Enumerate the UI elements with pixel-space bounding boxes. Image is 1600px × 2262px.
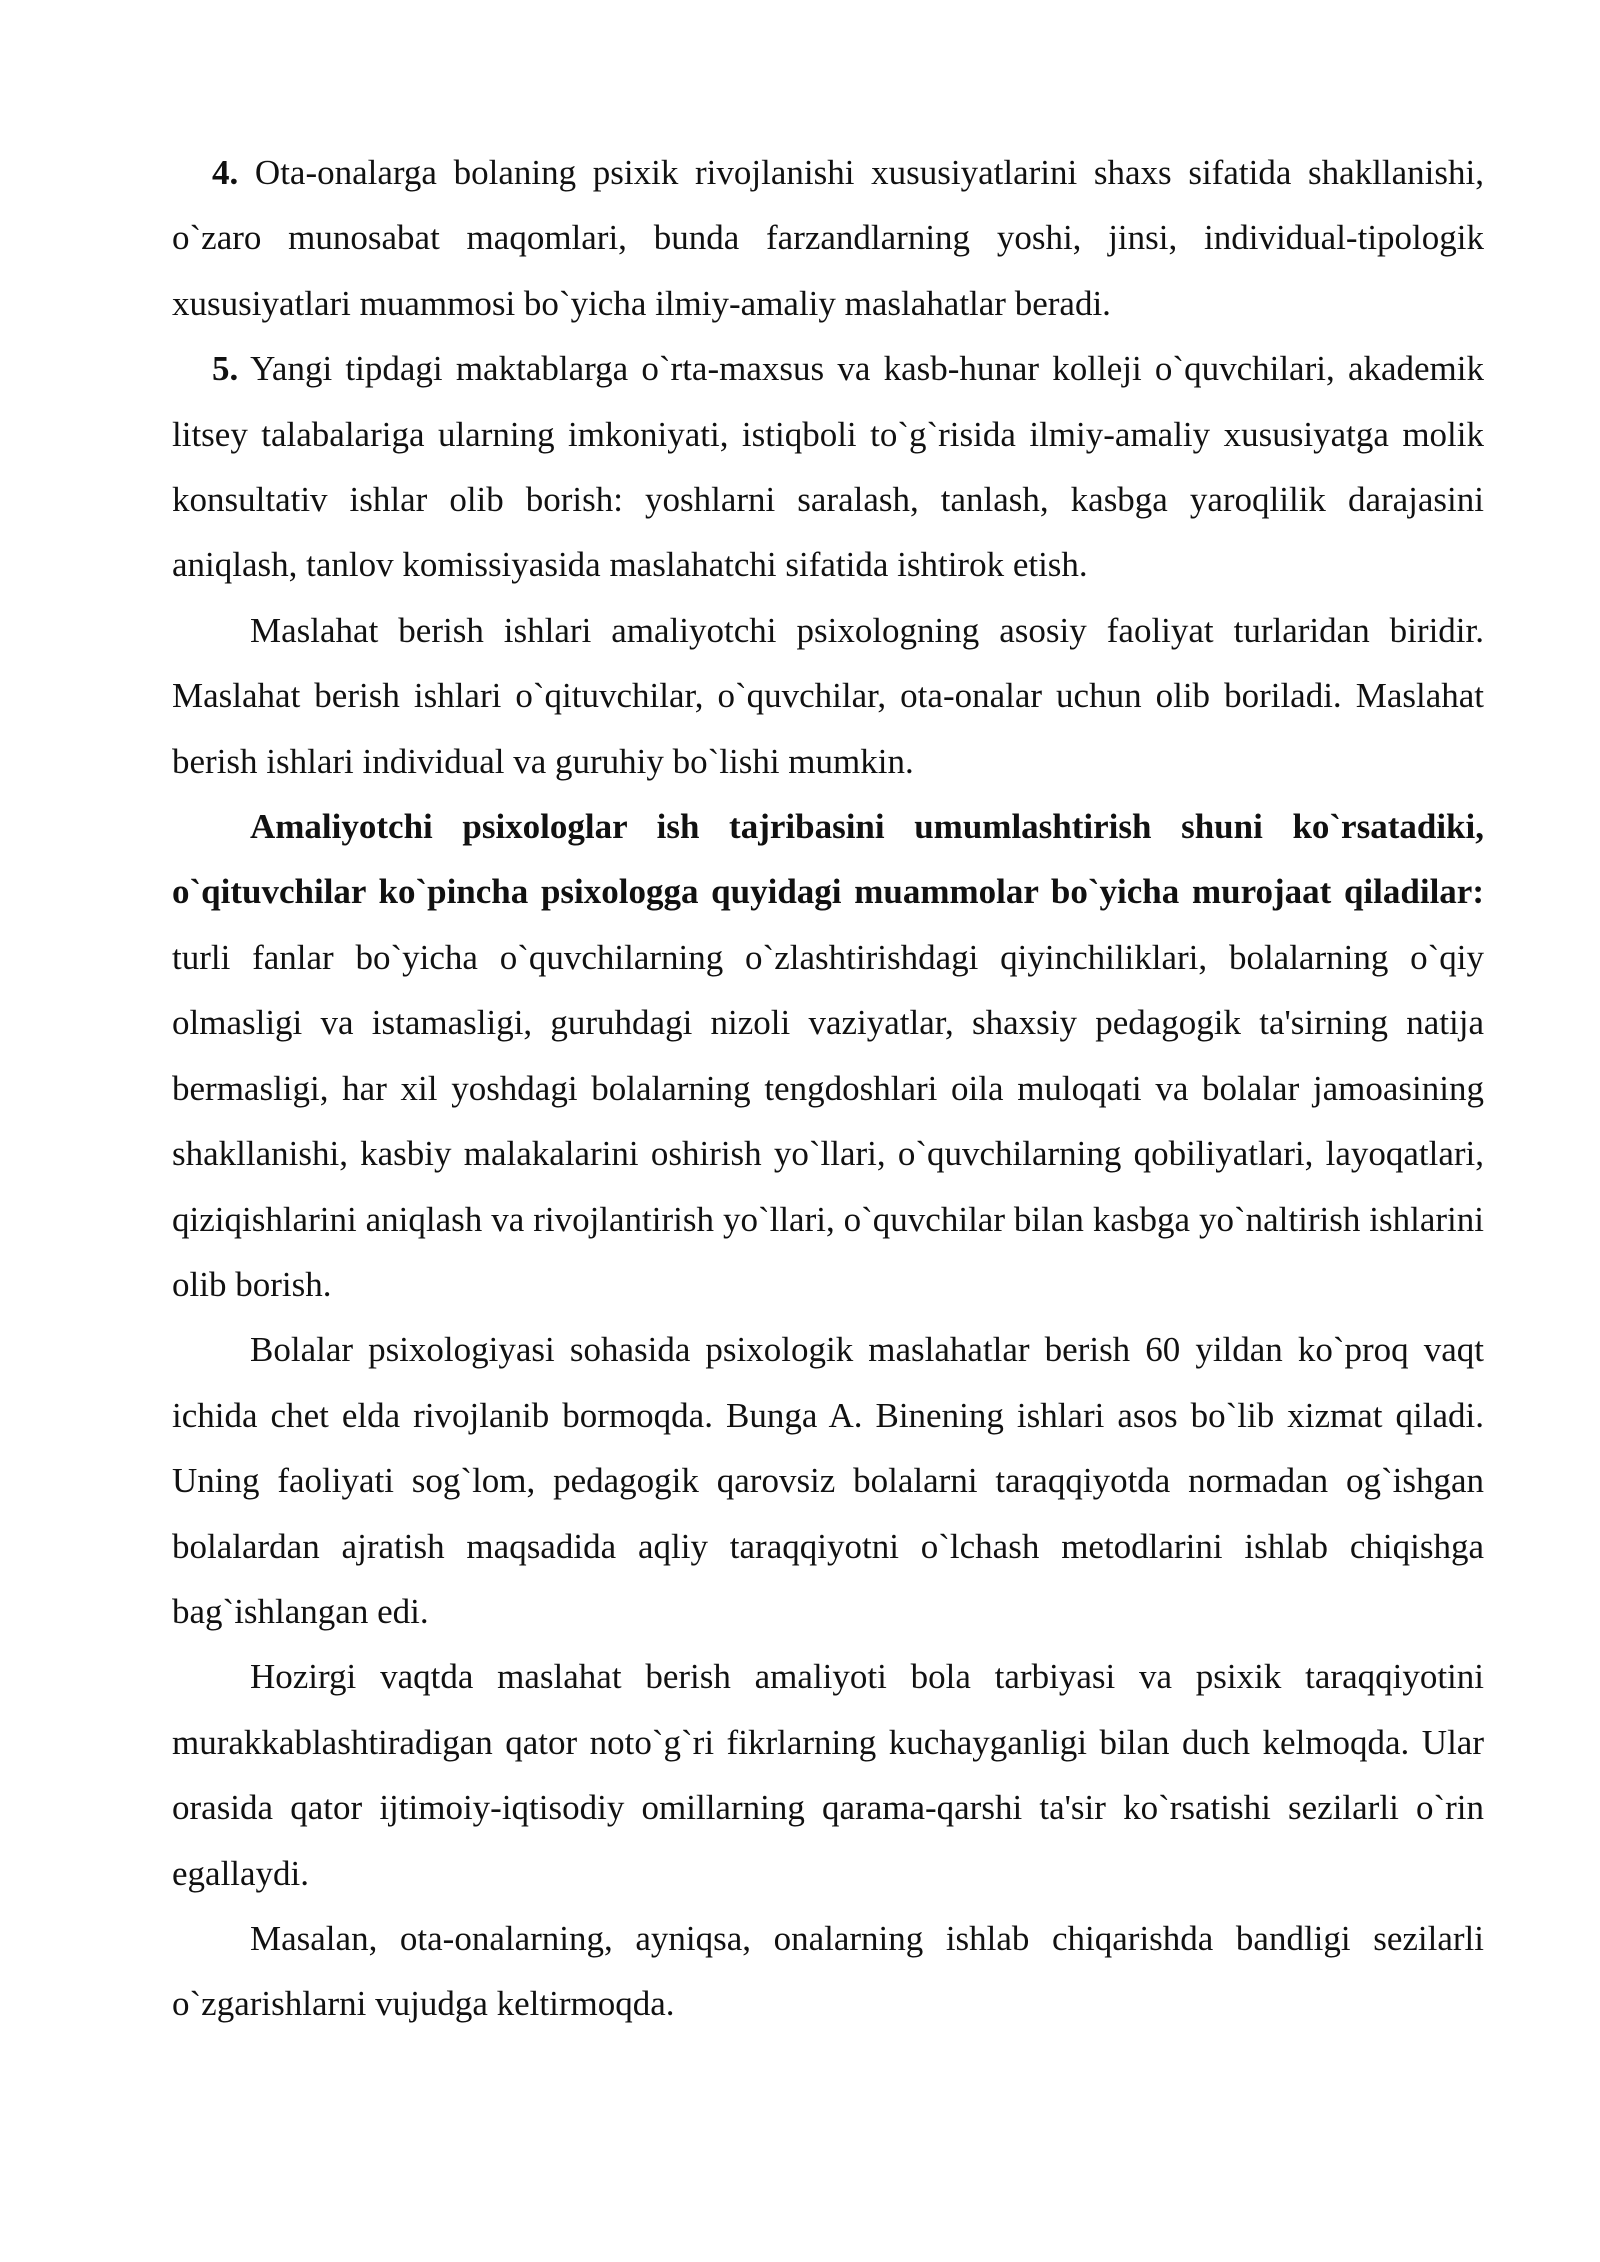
paragraph-text: Ota-onalarga bolaning psixik rivojlanishi xususiyatlarini shaxs sifatida shakllanishi, o`zaro munosabat maqomlari, bunda farzandlarning yoshi, jinsi, individual-tipologik xususiyatlari muammosi bo`yicha ilmiy-amaliy maslahatlar beradi. xyxy=(172,153,1484,323)
paragraph-text: turli fanlar bo`yicha o`quvchilarning o`zlashtirishdagi qiyinchiliklari, bolalarning o`qiy olmasligi va istamasligi, guruhdagi nizoli vaziyatlar, shaxsiy pedagogik ta'sirning natija bermasligi, har xil yoshdagi bolalarning tengdoshlari oila muloqati va bolalar jamoasining shakllanishi, kasbiy malakalarini oshirish yo`llari, o`quvchilarning qobiliyatlari, layoqatlari, qiziqishlarini aniqlash va rivojlantirish yo`llari, o`quvchilar bilan kasbga yo`naltirish ishlarini olib borish. xyxy=(172,937,1484,1304)
paragraph-counseling: Maslahat berish ishlari amaliyotchi psixologning asosiy faoliyat turlaridan biridir. Maslahat berish ishlari o`qituvchilar, o`quvchilar, ota-onalar uchun olib boriladi. Maslahat berish ishlari individual va guruhiy bo`lishi mumkin. xyxy=(172,610,1484,781)
paragraph-current-practice: Hozirgi vaqtda maslahat berish amaliyoti bola tarbiyasi va psixik taraqqiyotini murakkablashtiradigan qator noto`g`ri fikrlarning kuchayganligi bilan duch kelmoqda. Ular orasida qator ijtimoiy-iqtisodiy omillarning qarama-qarshi ta'sir ko`rsatishi sezilarli o`rin egallaydi. xyxy=(172,1657,1484,1893)
paragraph-teacher-issues xyxy=(172,794,1484,1317)
paragraph-item-5 xyxy=(172,336,1484,598)
paragraph-text: Yangi tipdagi maktablarga o`rta-maxsus va kasb-hunar kolleji o`quvchilari, akademik litsey talabalariga ularning imkoniyati, istiqboli to`g`risida ilmiy-amaliy xususiyatga molik konsultativ ishlar olib borish: yoshlarni saralash, tanlash, kasbga yaroqlilik darajasini aniqlash, tanlov komissiyasida maslahatchi sifatida ishtirok etish. xyxy=(172,349,1484,585)
bold-lead-text: Amaliyotchi psixologlar ish tajribasini umumlashtirish shuni ko`rsatadiki, o`qituvchilar ko`pincha psixologga quyidagi muammolar bo`yicha murojaat qiladilar: xyxy=(172,807,1484,912)
item-number: 5. xyxy=(212,349,239,389)
paragraph-example: Masalan, ota-onalarning, ayniqsa, onalarning ishlab chiqarishda bandligi sezilarli o`zgarishlarni vujudga keltirmoqda. xyxy=(172,1918,1484,2024)
document-page xyxy=(172,140,1484,2037)
item-number: 4. xyxy=(212,153,239,192)
paragraph-item-4 xyxy=(172,140,1484,336)
paragraph-history: Bolalar psixologiyasi sohasida psixologik maslahatlar berish 60 yildan ko`proq vaqt ichida chet elda rivojlanib bormoqda. Bunga A. Binening ishlari asos bo`lib xizmat qiladi. Uning faoliyati sog`lom, pedagogik qarovsiz bolalarni taraqqiyotda normadan og`ishgan bolalardan ajratish maqsadida aqliy taraqqiyotni o`lchash metodlarini ishlab chiqishga bag`ishlangan edi. xyxy=(172,1330,1484,1631)
